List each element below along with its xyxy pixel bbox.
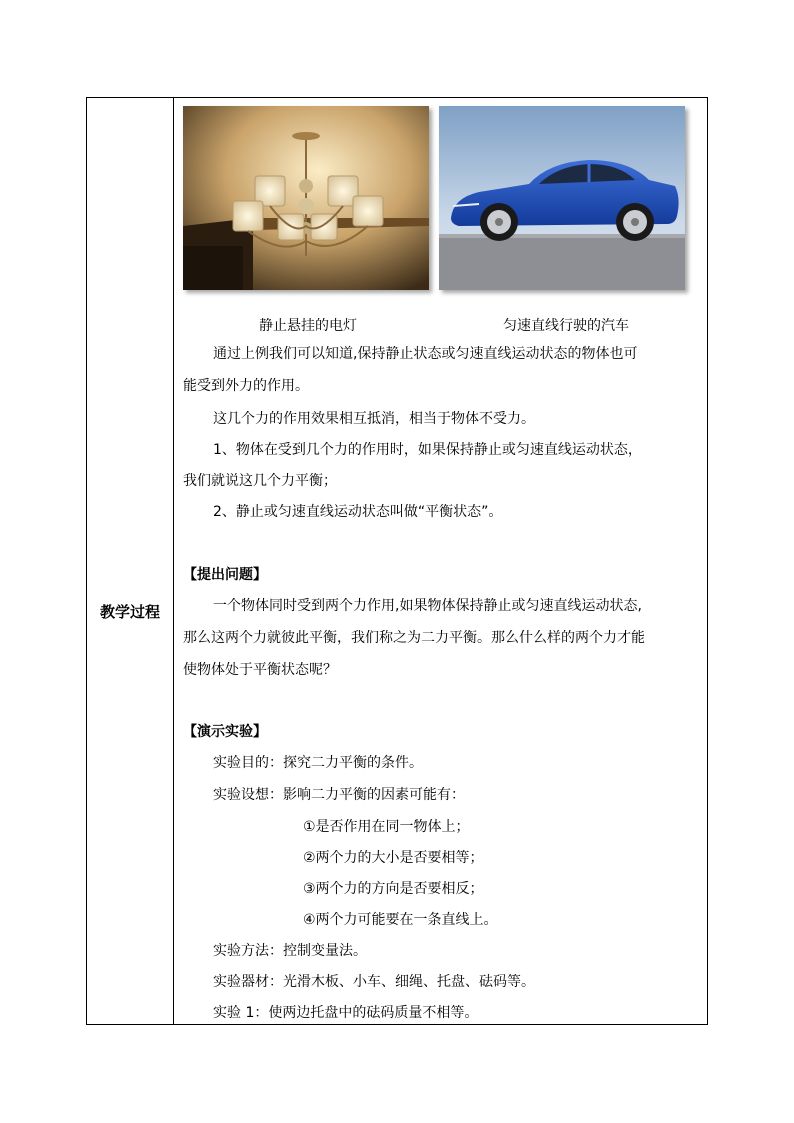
paragraph-line: 1、物体在受到几个力的作用时，如果保持静止或匀速直线运动状态， xyxy=(213,442,642,458)
lesson-table xyxy=(86,97,708,1025)
list-item: ②两个力的大小是否要相等； xyxy=(303,850,484,866)
paragraph-line: 那么这两个力就彼此平衡，我们称之为二力平衡。那么什么样的两个力才能 xyxy=(183,630,645,646)
paragraph-line: 2、静止或匀速直线运动状态叫做“平衡状态”。 xyxy=(213,504,503,520)
list-item: ③两个力的方向是否要相反； xyxy=(303,881,484,897)
list-item: ①是否作用在同一物体上； xyxy=(303,819,470,835)
paragraph-line: 实验设想：影响二力平衡的因素可能有： xyxy=(213,787,465,803)
paragraph-line: 能受到外力的作用。 xyxy=(183,378,309,394)
paragraph-line: 实验方法：控制变量法。 xyxy=(213,943,367,959)
paragraph-line: 使物体处于平衡状态呢？ xyxy=(183,662,337,678)
list-item: ④两个力可能要在一条直线上。 xyxy=(303,912,498,928)
car-photo xyxy=(439,106,685,290)
section-heading-question: 【提出问题】 xyxy=(183,567,267,583)
paragraph-line: 我们就说这几个力平衡； xyxy=(183,473,337,489)
paragraph-line: 实验目的：探究二力平衡的条件。 xyxy=(213,755,423,771)
paragraph-line: 这几个力的作用效果相互抵消，相当于物体不受力。 xyxy=(213,411,535,427)
chandelier-photo xyxy=(183,106,429,290)
row-label-cell xyxy=(87,98,173,1024)
paragraph-line: 实验 1：使两边托盘中的砝码质量不相等。 xyxy=(213,1005,479,1021)
paragraph-line: 通过上例我们可以知道,保持静止状态或匀速直线运动状态的物体也可 xyxy=(213,346,638,362)
image-caption-car: 匀速直线行驶的汽车 xyxy=(503,318,629,334)
section-heading-experiment: 【演示实验】 xyxy=(183,724,267,740)
paragraph-line: 一个物体同时受到两个力作用,如果物体保持静止或匀速直线运动状态, xyxy=(213,598,642,614)
image-caption-lamp: 静止悬挂的电灯 xyxy=(259,318,357,334)
paragraph-line: 实验器材：光滑木板、小车、细绳、托盘、砝码等。 xyxy=(213,974,535,990)
row-label: 教学过程 xyxy=(99,602,160,621)
column-divider xyxy=(173,98,174,1024)
